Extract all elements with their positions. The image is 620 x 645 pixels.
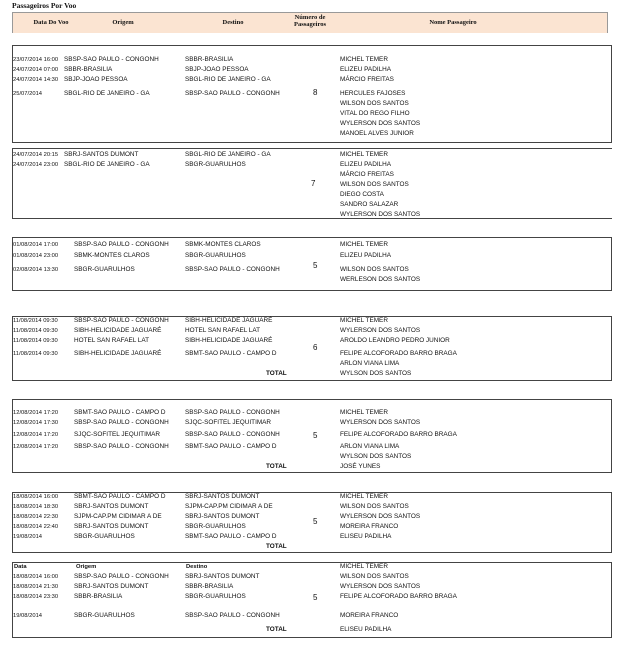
passenger-count: 7	[311, 179, 316, 188]
flight-destination: SBMT-SAO PAULO - CAMPO D	[185, 350, 277, 357]
flight-origin: SBSP-SAO PAULO - CONGONH	[74, 419, 169, 426]
flight-date: 11/08/2014 09:30	[13, 328, 58, 334]
passenger-count: 5	[313, 517, 318, 526]
flight-destination: SJQC-SOFITEL JEQUITIMAR	[185, 419, 272, 426]
passenger-name: WILSON DOS SANTOS	[340, 266, 409, 273]
passenger-name: ELISEU PADILHA	[340, 626, 392, 633]
flight-origin: HOTEL SAN RAFAEL LAT	[74, 337, 150, 344]
passenger-name: MICHEL TEMER	[340, 241, 388, 248]
passenger-name: MICHEL TEMER	[340, 56, 388, 63]
flight-date: 11/08/2014 09:30	[13, 338, 58, 344]
passenger-name: WILSON DOS SANTOS	[340, 503, 409, 510]
flight-destination: SBBR-BRASILIA	[185, 583, 234, 590]
flight-date: 01/08/2014 17:00	[13, 242, 59, 248]
flight-destination: SBMK-MONTES CLAROS	[185, 241, 261, 248]
flight-origin: SBMK-MONTES CLAROS	[74, 252, 150, 259]
flight-date: 18/08/2014 16:00	[13, 494, 59, 500]
flight-destination: SBMT-SAO PAULO - CAMPO D	[185, 443, 277, 450]
passenger-name: MICHEL TEMER	[340, 317, 388, 324]
passenger-name: MICHEL TEMER	[340, 151, 388, 158]
passenger-name: SANDRO SALAZAR	[340, 201, 399, 208]
passenger-name: MANOEL ALVES JUNIOR	[340, 130, 414, 137]
flight-date: 18/08/2014 18:30	[13, 504, 59, 510]
passenger-name: VITAL DO REGO FILHO	[340, 110, 410, 117]
table-header	[12, 12, 608, 33]
flight-date: 24/07/2014 23:00	[13, 162, 59, 168]
flight-destination: SJPM-CAP.PM CIDIMAR A DE	[185, 503, 273, 510]
flight-destination: SBRJ-SANTOS DUMONT	[185, 573, 260, 580]
passenger-name: ELIZEU PADILHA	[340, 66, 392, 73]
passenger-name: MÁRCIO FREITAS	[340, 171, 394, 178]
flight-destination: SBSP-SAO PAULO - CONGONH	[185, 90, 280, 97]
passenger-name: ARLON VIANA LIMA	[340, 443, 400, 450]
flight-origin: SBRJ-SANTOS DUMONT	[64, 151, 139, 158]
flight-destination: SBGR-GUARULHOS	[185, 523, 246, 530]
flight-origin: SBRJ-SANTOS DUMONT	[74, 503, 149, 510]
flight-date: 18/08/2014 21:30	[13, 584, 59, 590]
passenger-name: MICHEL TEMER	[340, 409, 388, 416]
passenger-name: WYLSON DOS SANTOS	[340, 453, 412, 460]
flight-date: 01/08/2014 23:00	[13, 253, 59, 259]
flight-origin: SBMT-SAO PAULO - CAMPO D	[74, 409, 166, 416]
flight-group	[12, 148, 612, 219]
flight-origin: SIBH-HELICIDADE JAGUARÉ	[74, 350, 162, 357]
flight-origin: SBRJ-SANTOS DUMONT	[74, 523, 149, 530]
passenger-name: MÁRCIO FREITAS	[340, 76, 394, 83]
flight-origin: SJQC-SOFITEL JEQUITIMAR	[74, 431, 161, 438]
passenger-name: MICHEL TEMER	[340, 563, 388, 570]
passenger-name: WILSON DOS SANTOS	[340, 573, 409, 580]
col-destination: Destino	[222, 19, 244, 26]
flight-date: 24/07/2014 14:30	[13, 77, 59, 83]
flight-destination: SBRJ-SANTOS DUMONT	[185, 493, 260, 500]
flight-destination: SBSP-SAO PAULO - CONGONH	[185, 431, 280, 438]
flight-destination: SBMT-SAO PAULO - CAMPO D	[185, 533, 277, 540]
flight-date: 02/08/2014 13:30	[13, 267, 59, 273]
passenger-name: WYLERSON DOS SANTOS	[340, 327, 421, 334]
flight-destination: SBSP-SAO PAULO - CONGONH	[185, 409, 280, 416]
flight-date: 12/08/2014 17:20	[13, 444, 59, 450]
flight-group	[12, 45, 612, 143]
passenger-count: 5	[313, 431, 318, 440]
flight-date: 18/08/2014 23:30	[13, 594, 59, 600]
flight-origin: SIBH-HELICIDADE JAGUARÉ	[74, 327, 162, 334]
passenger-name: WILSON DOS SANTOS	[340, 100, 409, 107]
passenger-count: 8	[313, 88, 318, 97]
flight-date: 11/08/2014 09:30	[13, 318, 58, 324]
flight-destination: SBGL-RIO DE JANEIRO - GA	[185, 76, 271, 83]
flight-origin: SBMT-SAO PAULO - CAMPO D	[74, 493, 166, 500]
flight-origin: SBSP-SAO PAULO - CONGONH	[74, 241, 169, 248]
flight-destination: SBSP-SAO PAULO - CONGONH	[185, 612, 280, 619]
flight-origin: SJPM-CAP.PM CIDIMAR A DE	[74, 513, 162, 520]
col-passenger-count: Número de Passageiros	[293, 14, 327, 28]
flight-origin: SBGR-GUARULHOS	[74, 266, 135, 273]
flight-origin: SBSP-SAO PAULO - CONGONH	[74, 443, 169, 450]
passenger-name: HERCULES FAJOSES	[340, 90, 406, 97]
total-label: TOTAL	[266, 543, 287, 550]
flight-origin: SBRJ-SANTOS DUMONT	[74, 583, 149, 590]
flight-destination: SBGL-RIO DE JANEIRO - GA	[185, 151, 271, 158]
flight-date: 12/08/2014 17:30	[13, 420, 59, 426]
sub-header-destination: Destino	[186, 564, 208, 570]
passenger-count: 5	[313, 261, 318, 270]
flight-date: 23/07/2014 16:00	[13, 57, 59, 63]
passenger-name: FELIPE ALCOFORADO BARRO BRAGA	[340, 593, 457, 600]
flight-date: 11/08/2014 09:30	[13, 351, 58, 357]
total-label: TOTAL	[266, 370, 287, 377]
flight-origin: SBBR-BRASILIA	[64, 66, 113, 73]
flight-origin: SBGR-GUARULHOS	[74, 533, 135, 540]
total-label: TOTAL	[266, 626, 287, 633]
passenger-name: ARLON VIANA LIMA	[340, 360, 400, 367]
passenger-name: ELISEU PADILHA	[340, 533, 392, 540]
flight-origin: SBGR-GUARULHOS	[74, 612, 135, 619]
flight-group	[12, 316, 612, 381]
flight-date: 25/07/2014	[13, 91, 43, 97]
passenger-name: WYLERSON DOS SANTOS	[340, 583, 421, 590]
passenger-name: WYLERSON DOS SANTOS	[340, 513, 421, 520]
passenger-name: FELIPE ALCOFORADO BARRO BRAGA	[340, 350, 457, 357]
passenger-name: ELIZEU PADILHA	[340, 161, 392, 168]
flight-origin: SBJP-JOAO PESSOA	[64, 76, 128, 83]
col-date: Data Do Voo	[33, 19, 69, 26]
flight-destination: SBSP-SAO PAULO - CONGONH	[185, 266, 280, 273]
passenger-name: WERLESON DOS SANTOS	[340, 276, 421, 283]
flight-origin: SBGL-RIO DE JANEIRO - GA	[64, 161, 150, 168]
flight-date: 18/08/2014 16:00	[13, 574, 59, 580]
flight-date: 24/07/2014 20:15	[13, 152, 59, 158]
passenger-name: MOREIRA FRANCO	[340, 612, 399, 619]
flight-origin: SBSP-SAO PAULO - CONGONH	[64, 56, 159, 63]
sub-header-origin: Origem	[76, 564, 97, 570]
passenger-name: MOREIRA FRANCO	[340, 523, 399, 530]
flight-destination: SBGR-GUARULHOS	[185, 161, 246, 168]
flight-group	[12, 399, 612, 473]
passenger-name: WYLERSON DOS SANTOS	[340, 419, 421, 426]
flight-date: 12/08/2014 17:20	[13, 432, 59, 438]
total-label: TOTAL	[266, 463, 287, 470]
flight-origin: SBBR-BRASILIA	[74, 593, 123, 600]
flight-destination: SIBH-HELICIDADE JAGUARÉ	[185, 317, 273, 324]
passenger-name: WYLERSON DOS SANTOS	[340, 120, 421, 127]
passenger-name: WILSON DOS SANTOS	[340, 181, 409, 188]
passenger-name: AROLDO LEANDRO PEDRO JUNIOR	[340, 337, 450, 344]
flight-date: 18/08/2014 22:40	[13, 524, 59, 530]
flight-group	[12, 237, 612, 291]
passenger-name: FELIPE ALCOFORADO BARRO BRAGA	[340, 431, 457, 438]
passenger-count: 5	[313, 593, 318, 602]
flight-date: 19/08/2014	[13, 534, 43, 540]
flight-date: 24/07/2014 07:00	[13, 67, 59, 73]
flight-origin: SBGL-RIO DE JANEIRO - GA	[64, 90, 150, 97]
sub-header-date: Data	[14, 564, 27, 570]
passenger-name: WYLSON DOS SANTOS	[340, 370, 412, 377]
flight-destination: SBJP-JOAO PESSOA	[185, 66, 249, 73]
flight-destination: HOTEL SAN RAFAEL LAT	[185, 327, 261, 334]
flight-origin: SBSP-SAO PAULO - CONGONH	[74, 573, 169, 580]
flight-date: 12/08/2014 17:20	[13, 410, 59, 416]
passenger-name: WYLERSON DOS SANTOS	[340, 211, 421, 218]
passenger-count: 6	[313, 343, 318, 352]
flight-destination: SIBH-HELICIDADE JAGUARÉ	[185, 337, 273, 344]
passenger-name: JOSÉ YUNES	[340, 463, 381, 470]
flight-origin: SBSP-SAO PAULO - CONGONH	[74, 317, 169, 324]
col-origin: Origem	[112, 19, 134, 26]
flight-date: 18/08/2014 22:30	[13, 514, 59, 520]
flight-destination: SBRJ-SANTOS DUMONT	[185, 513, 260, 520]
passenger-name: MICHEL TEMER	[340, 493, 388, 500]
flight-destination: SBGR-GUARULHOS	[185, 252, 246, 259]
flight-group	[12, 562, 612, 638]
col-passenger-name: Nome Passageiro	[429, 19, 477, 26]
flight-group	[12, 492, 612, 553]
passenger-name: ELIZEU PADILHA	[340, 252, 392, 259]
flight-destination: SBGR-GUARULHOS	[185, 593, 246, 600]
passenger-name: DIEGO COSTA	[340, 191, 384, 198]
flight-date: 19/08/2014	[13, 613, 43, 619]
flight-destination: SBBR-BRASILIA	[185, 56, 234, 63]
report-title: Passageiros Por Voo	[12, 1, 77, 10]
